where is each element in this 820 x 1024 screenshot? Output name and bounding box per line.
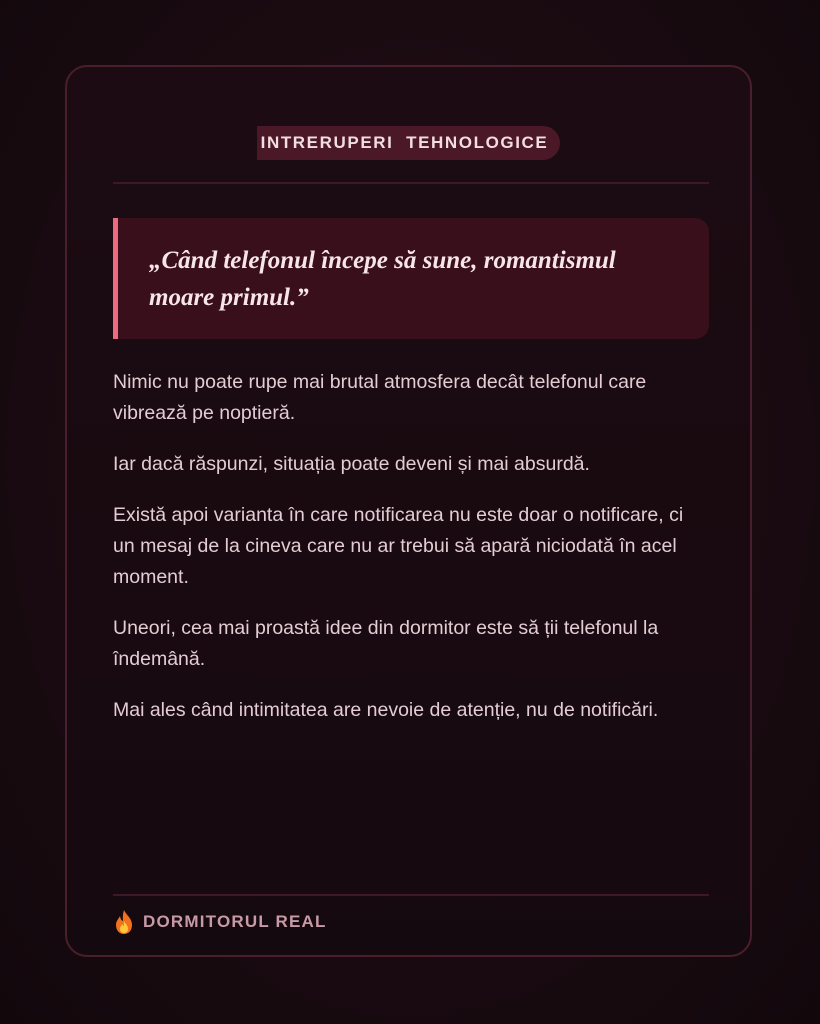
body-paragraph: Mai ales când intimitatea are nevoie de atenție, nu de notificări. xyxy=(113,699,659,721)
bottom-divider xyxy=(113,894,709,896)
flame-icon xyxy=(113,909,135,935)
brand-label: DORMITORUL REAL xyxy=(143,912,327,931)
quote-block xyxy=(113,218,709,339)
footer-brand xyxy=(113,907,327,937)
body-paragraph: Există apoi varianta în care notificarea nu este doar o notificare, ci un mesaj de la cineva care nu ar trebui să apară niciodată în acel moment. xyxy=(113,504,684,588)
post-card xyxy=(65,65,752,957)
category-badge-wrapper xyxy=(67,126,750,160)
top-divider xyxy=(113,182,709,184)
body-paragraph: Iar dacă răspunzi, situația poate deveni și mai absurdă. xyxy=(113,453,590,475)
body-paragraph: Uneori, cea mai proastă idee din dormitor este să ții telefonul la îndemână. xyxy=(113,617,659,670)
body-text xyxy=(113,367,693,746)
category-badge: INTRERUPERI TEHNOLOGICE xyxy=(257,126,561,160)
body-paragraph: Nimic nu poate rupe mai brutal atmosfera decât telefonul care vibrează pe noptieră. xyxy=(113,371,647,424)
quote-text: „Când telefonul începe să sune, romantismul moare primul.” xyxy=(149,247,616,311)
